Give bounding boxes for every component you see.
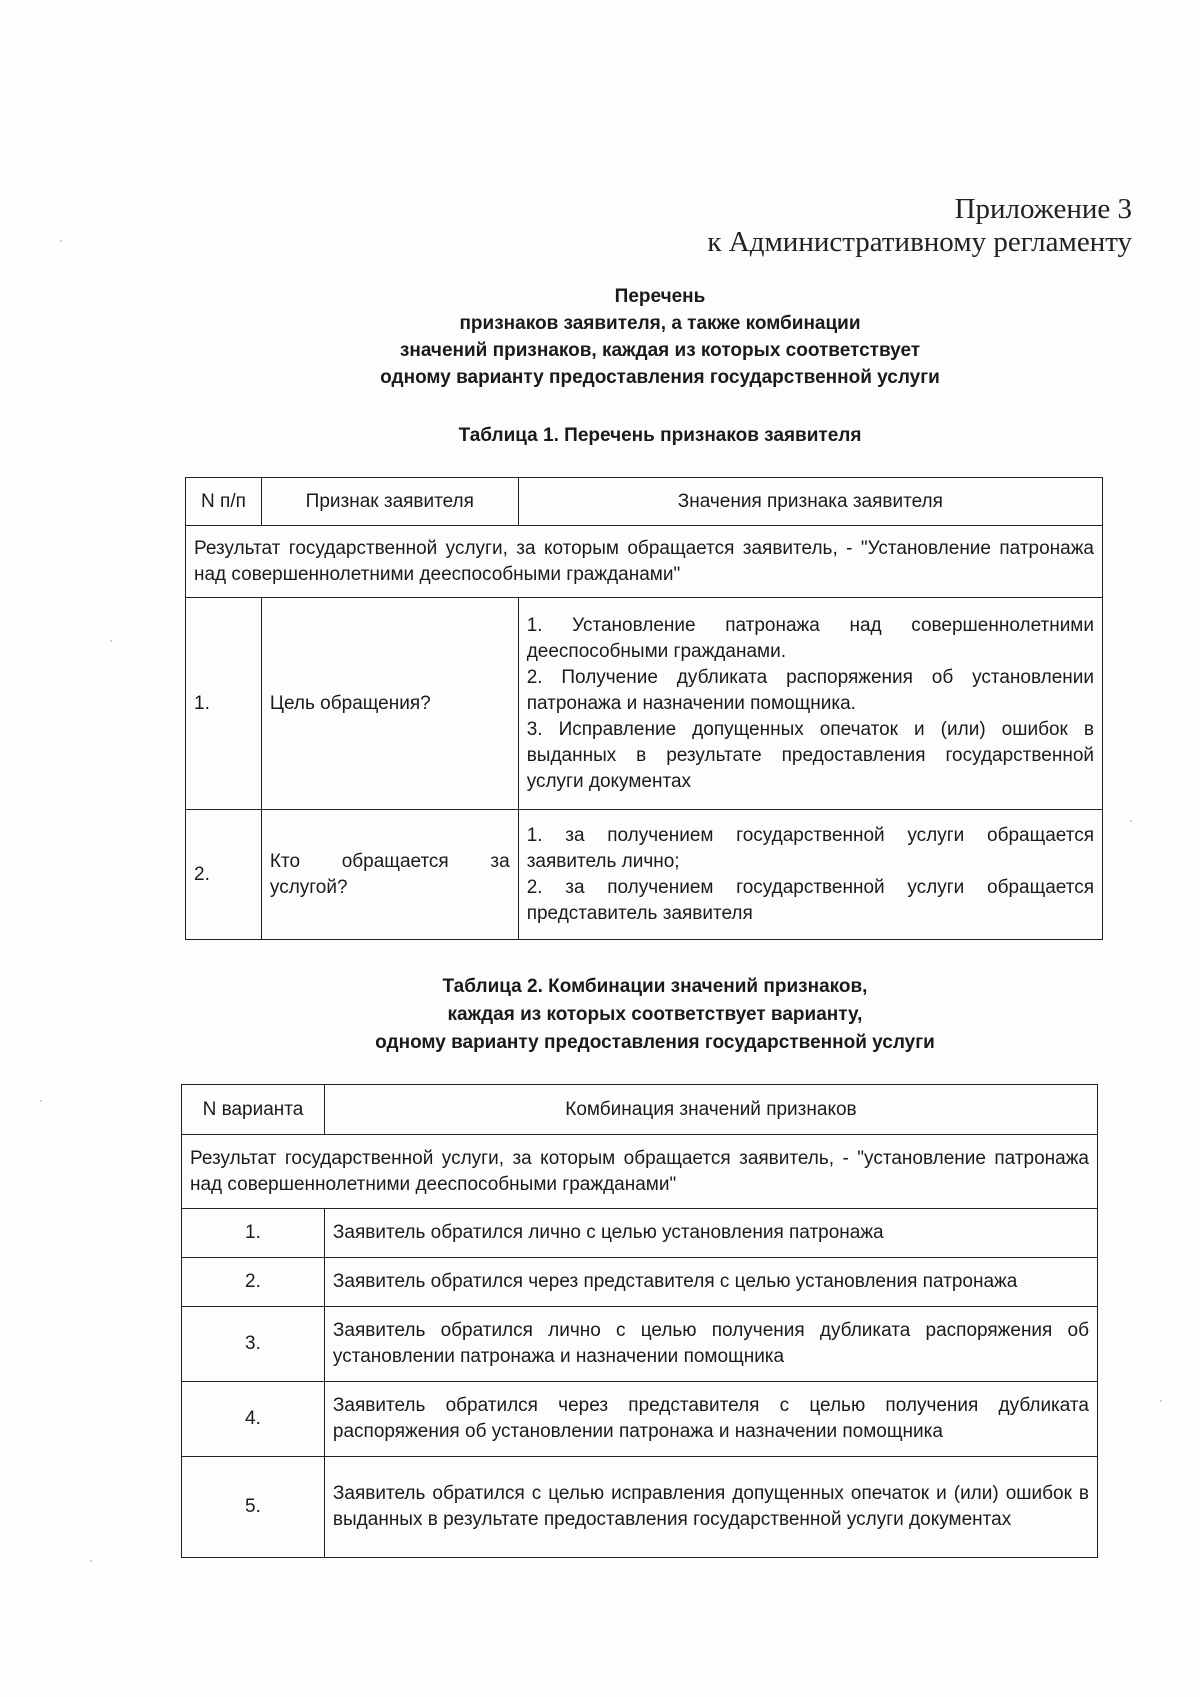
table2-row3-num: 3. (182, 1307, 325, 1382)
table2-caption-line-1: Таблица 2. Комбинации значений признаков, (442, 976, 868, 997)
table-row (182, 1258, 1098, 1307)
table1-header-num: N п/п (186, 478, 262, 526)
noise-dot (40, 1100, 42, 1102)
table2-caption-line-3: одному варианту предоставления государственной услуги (375, 1032, 935, 1053)
table1-row2-num: 2. (186, 810, 262, 940)
noise-dot (60, 240, 62, 242)
table1-row1-value-2: 2. Получение дубликата распоряжения об установлении патронажа и назначении помощника. (526, 666, 1094, 714)
table-row (186, 598, 1103, 810)
noise-dot (110, 640, 112, 642)
table1-row2-attribute: Кто обращается за услугой? (261, 810, 518, 940)
table2-row2-num: 2. (182, 1258, 325, 1307)
table1-result-text: Результат государственной услуги, за которым обращается заявитель, - "Установление патронажа над совершеннолетними дееспособными гражданами" (186, 526, 1103, 598)
table2-result-text: Результат государственной услуги, за которым обращается заявитель, - "установление патронажа над совершеннолетними дееспособными гражданами" (182, 1135, 1098, 1209)
heading-line-1: Перечень (614, 286, 706, 307)
table1-header-row (186, 478, 1103, 526)
table2-result-row (182, 1135, 1098, 1209)
appendix-line-2: к Административному регламенту (707, 226, 1132, 258)
table2-row5-text: Заявитель обратился с целью исправления допущенных опечаток и (или) ошибок в выданных в результате предоставления государственной услуги документах (324, 1457, 1097, 1558)
table2-header-combination: Комбинация значений признаков (324, 1085, 1097, 1135)
table-attribute-combinations (181, 1084, 1098, 1558)
table1-header-attribute: Признак заявителя (261, 478, 518, 526)
table2-caption (0, 973, 1200, 1057)
table1-result-row (186, 526, 1103, 598)
heading-line-2: признаков заявителя, а также комбинации (459, 313, 861, 334)
heading-line-3: значений признаков, каждая из которых соответствует (399, 340, 921, 361)
table1-row2-values (518, 810, 1102, 940)
table-row (182, 1307, 1098, 1382)
table-row (182, 1382, 1098, 1457)
table1-row1-values (518, 598, 1102, 810)
table2-row4-num: 4. (182, 1382, 325, 1457)
table2-row3-text: Заявитель обратился лично с целью получения дубликата распоряжения об установлении патронажа и назначении помощника (324, 1307, 1097, 1382)
noise-dot (1160, 1400, 1162, 1402)
table2-caption-line-2: каждая из которых соответствует варианту, (447, 1004, 863, 1025)
table1-row1-value-3: 3. Исправление допущенных опечаток и (или) ошибок в выданных в результате предоставления государственной услуги документах (526, 718, 1094, 792)
table2-header-row (182, 1085, 1098, 1135)
table2-row1-num: 1. (182, 1209, 325, 1258)
table1-row1-num: 1. (186, 598, 262, 810)
table2-header-num: N варианта (182, 1085, 325, 1135)
noise-dot (1130, 820, 1132, 822)
table-row (186, 810, 1103, 940)
table-row (182, 1457, 1098, 1558)
table-row (182, 1209, 1098, 1258)
noise-dot (90, 1560, 92, 1562)
table1-header-values: Значения признака заявителя (518, 478, 1102, 526)
table1-row1-attribute: Цель обращения? (261, 598, 518, 810)
table1-row1-value-1: 1. Установление патронажа над совершеннолетними дееспособными гражданами. (526, 614, 1094, 662)
appendix-line-1: Приложение 3 (954, 193, 1132, 225)
table1-caption: Таблица 1. Перечень признаков заявителя (458, 425, 862, 446)
table1-row2-value-1: 1. за получением государственной услуги обращается заявитель лично; (526, 824, 1094, 872)
table1-row2-value-2: 2. за получением государственной услуги обращается представитель заявителя (526, 876, 1094, 924)
heading-line-4: одному варианту предоставления государственной услуги (380, 367, 940, 388)
table2-row4-text: Заявитель обратился через представителя с целью получения дубликата распоряжения об установлении патронажа и назначении помощника (324, 1382, 1097, 1457)
table2-row2-text: Заявитель обратился через представителя с целью установления патронажа (324, 1258, 1097, 1307)
table-applicant-attributes (185, 477, 1103, 940)
table2-row1-text: Заявитель обратился лично с целью установления патронажа (324, 1209, 1097, 1258)
document-heading (0, 283, 1200, 391)
table2-row5-num: 5. (182, 1457, 325, 1558)
appendix-label (707, 193, 1132, 259)
